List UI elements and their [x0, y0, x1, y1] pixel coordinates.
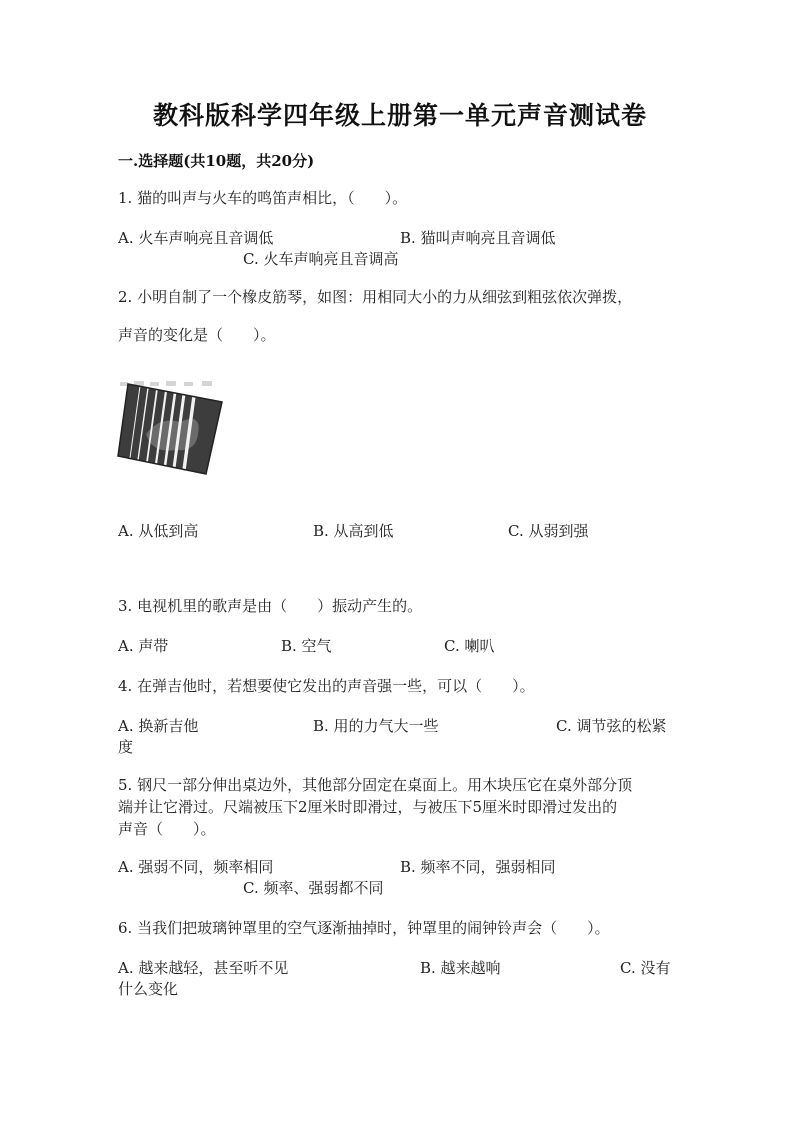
question-6-stem: 6. 当我们把玻璃钟罩里的空气逐渐抽掉时，钟罩里的闹钟铃声会（ ）。	[118, 919, 610, 937]
question-6-option-c: C. 没有	[620, 959, 671, 977]
question-5-stem-line1: 5. 钢尺一部分伸出桌边外，其他部分固定在桌面上。用木块压它在桌外部分顶	[118, 776, 633, 794]
question-4-option-c-continued: 度	[118, 738, 134, 756]
question-2-option-a: A. 从低到高	[118, 522, 199, 540]
question-5-stem-line3: 声音（ ）。	[118, 820, 216, 838]
question-4-stem: 4. 在弹吉他时，若想要使它发出的声音强一些，可以（ ）。	[118, 677, 535, 695]
question-1-stem: 1. 猫的叫声与火车的鸣笛声相比，（ ）。	[118, 189, 408, 207]
page-title: 教科版科学四年级上册第一单元声音测试卷	[152, 101, 647, 130]
question-3-option-b: B. 空气	[281, 637, 332, 655]
question-6-option-b: B. 越来越响	[420, 959, 501, 977]
section-heading: 一.选择题(共10题，共20分)	[118, 152, 315, 170]
question-3-option-c: C. 喇叭	[444, 637, 495, 655]
question-1-option-c: C. 火车声响亮且音调高	[243, 250, 399, 268]
question-5-option-b: B. 频率不同，强弱相同	[400, 858, 556, 876]
rubber-band-instrument-image	[116, 372, 234, 482]
question-2-stem-line2: 声音的变化是（ ）。	[118, 326, 276, 344]
question-4-option-c: C. 调节弦的松紧	[556, 717, 667, 735]
question-5-stem-line2: 端并让它滑过。尺端被压下2厘米时即滑过，与被压下5厘米时即滑过发出的	[118, 798, 618, 816]
question-2-option-b: B. 从高到低	[313, 522, 394, 540]
question-6-option-a: A. 越来越轻，甚至听不见	[118, 959, 289, 977]
question-1-option-b: B. 猫叫声响亮且音调低	[400, 229, 556, 247]
question-2-stem-line1: 2. 小明自制了一个橡皮筋琴，如图：用相同大小的力从细弦到粗弦依次弹拨，	[118, 288, 633, 306]
question-2-option-c: C. 从弱到强	[508, 522, 589, 540]
question-4-option-b: B. 用的力气大一些	[313, 717, 439, 735]
question-6-option-c-continued: 什么变化	[118, 980, 179, 998]
question-1-option-a: A. 火车声响亮且音调低	[118, 229, 274, 247]
question-3-stem: 3. 电视机里的歌声是由（ ）振动产生的。	[118, 597, 423, 615]
question-3-option-a: A. 声带	[118, 637, 169, 655]
question-5-option-c: C. 频率、强弱都不同	[243, 879, 384, 897]
question-4-option-a: A. 换新吉他	[118, 717, 199, 735]
question-5-option-a: A. 强弱不同，频率相同	[118, 858, 274, 876]
